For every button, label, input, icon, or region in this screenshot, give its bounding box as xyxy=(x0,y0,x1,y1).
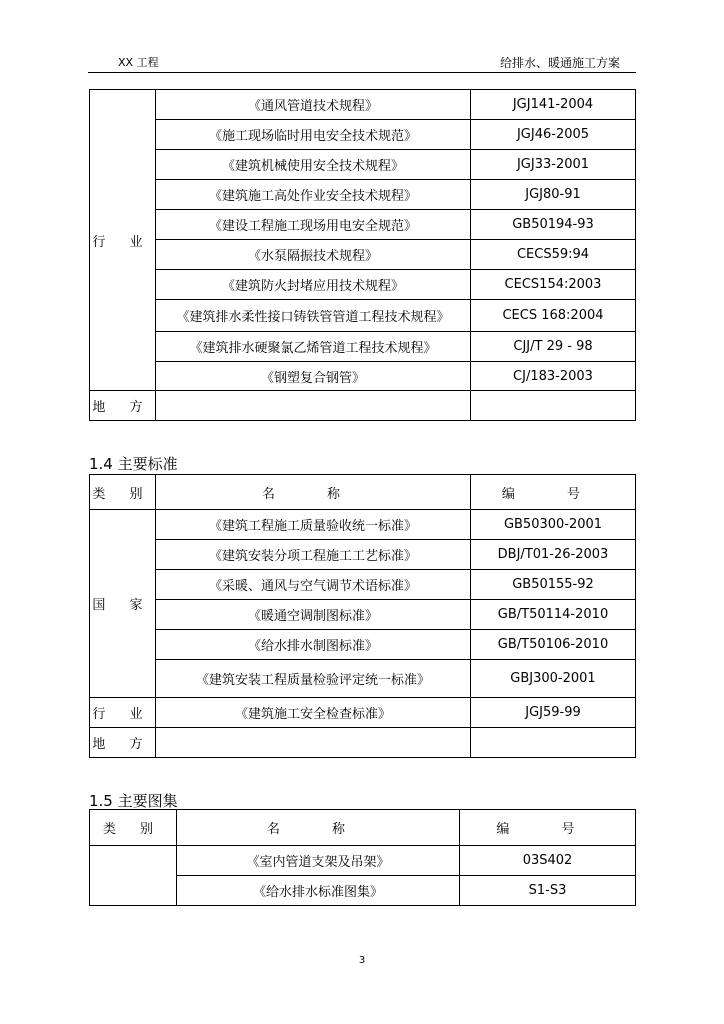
table-row xyxy=(90,150,636,180)
standard-name: 《建筑施工高处作业安全技术规程》 xyxy=(156,180,471,210)
standard-code: GB/T50114-2010 xyxy=(471,600,636,630)
header-doc-title: 给排水、暖通施工方案 xyxy=(499,56,620,70)
standard-code: JGJ80-91 xyxy=(471,180,636,210)
standard-code: CECS59:94 xyxy=(471,240,636,270)
header-rule xyxy=(88,72,636,73)
table-row xyxy=(90,90,636,120)
standard-code: GB50300-2001 xyxy=(471,510,636,540)
table-row xyxy=(90,728,636,758)
standard-name: 《建筑机械使用安全技术规程》 xyxy=(156,150,471,180)
standard-name: 《暖通空调制图标准》 xyxy=(156,600,471,630)
category-local: 地 方 xyxy=(90,728,156,758)
header-name: 名 称 xyxy=(156,475,471,510)
standard-name: 《施工现场临时用电安全技术规范》 xyxy=(156,120,471,150)
section-title-1-4: 1.4 主要标准 xyxy=(89,455,178,473)
header-category: 类 别 xyxy=(90,475,156,510)
category-national: 国 家 xyxy=(90,510,156,698)
table-row xyxy=(90,332,636,362)
section-title-1-5: 1.5 主要图集 xyxy=(89,792,178,810)
table-row xyxy=(90,270,636,300)
category-local: 地 方 xyxy=(90,391,156,421)
empty-cell xyxy=(471,391,636,421)
table-row xyxy=(90,846,636,876)
table-row xyxy=(90,210,636,240)
standard-code: JGJ59-99 xyxy=(471,698,636,728)
table-header-row xyxy=(90,810,636,846)
table-row xyxy=(90,240,636,270)
table-row xyxy=(90,540,636,570)
empty-cell xyxy=(156,391,471,421)
standard-name: 《建筑安装分项工程施工工艺标准》 xyxy=(156,540,471,570)
standard-code: CJJ/T 29 - 98 xyxy=(471,332,636,362)
table-header-row xyxy=(90,475,636,510)
standards-table-continued xyxy=(89,89,636,421)
standard-name: 《给水排水制图标准》 xyxy=(156,630,471,660)
standard-code: GBJ300-2001 xyxy=(471,660,636,698)
header-code: 编 号 xyxy=(460,810,636,846)
header-project: XX 工程 xyxy=(118,56,159,69)
table-row xyxy=(90,391,636,421)
atlas-code: 03S402 xyxy=(460,846,636,876)
standard-name: 《建筑安装工程质量检验评定统一标准》 xyxy=(156,660,471,698)
standard-code: JGJ141-2004 xyxy=(471,90,636,120)
empty-cell xyxy=(156,728,471,758)
standard-code: GB/T50106-2010 xyxy=(471,630,636,660)
atlas-code: S1-S3 xyxy=(460,876,636,906)
standard-name: 《采暖、通风与空气调节术语标准》 xyxy=(156,570,471,600)
standard-name: 《建设工程施工现场用电安全规范》 xyxy=(156,210,471,240)
main-atlas-table xyxy=(89,809,636,906)
standard-code: DBJ/T01-26-2003 xyxy=(471,540,636,570)
empty-cell xyxy=(471,728,636,758)
standard-name: 《水泵隔振技术规程》 xyxy=(156,240,471,270)
table-row xyxy=(90,600,636,630)
category-industry: 行 业 xyxy=(90,698,156,728)
header-name: 名 称 xyxy=(177,810,460,846)
standard-code: CECS154:2003 xyxy=(471,270,636,300)
standard-code: GB50194-93 xyxy=(471,210,636,240)
standard-name: 《建筑排水硬聚氯乙烯管道工程技术规程》 xyxy=(156,332,471,362)
standard-name: 《钢塑复合钢管》 xyxy=(156,362,471,391)
main-standards-table xyxy=(89,474,636,758)
table-row xyxy=(90,570,636,600)
standard-code: JGJ33-2001 xyxy=(471,150,636,180)
table-row xyxy=(90,510,636,540)
atlas-name: 《室内管道支架及吊架》 xyxy=(177,846,460,876)
standard-code: CECS 168:2004 xyxy=(471,300,636,332)
table-row xyxy=(90,300,636,332)
page-number: 3 xyxy=(358,955,366,966)
header-code: 编 号 xyxy=(471,475,636,510)
standard-name: 《建筑排水柔性接口铸铁管管道工程技术规程》 xyxy=(156,300,471,332)
table-row xyxy=(90,362,636,391)
category-industry: 行 业 xyxy=(90,90,156,391)
atlas-name: 《给水排水标准图集》 xyxy=(177,876,460,906)
standard-name: 《建筑工程施工质量验收统一标准》 xyxy=(156,510,471,540)
table-row xyxy=(90,120,636,150)
table-row xyxy=(90,630,636,660)
standard-code: GB50155-92 xyxy=(471,570,636,600)
standard-name: 《建筑施工安全检查标准》 xyxy=(156,698,471,728)
table-row xyxy=(90,660,636,698)
standard-code: CJ/183-2003 xyxy=(471,362,636,391)
table-row xyxy=(90,698,636,728)
standard-name: 《建筑防火封堵应用技术规程》 xyxy=(156,270,471,300)
table-row xyxy=(90,180,636,210)
category-empty xyxy=(90,846,177,906)
standard-name: 《通风管道技术规程》 xyxy=(156,90,471,120)
header-category: 类 别 xyxy=(90,810,177,846)
standard-code: JGJ46-2005 xyxy=(471,120,636,150)
